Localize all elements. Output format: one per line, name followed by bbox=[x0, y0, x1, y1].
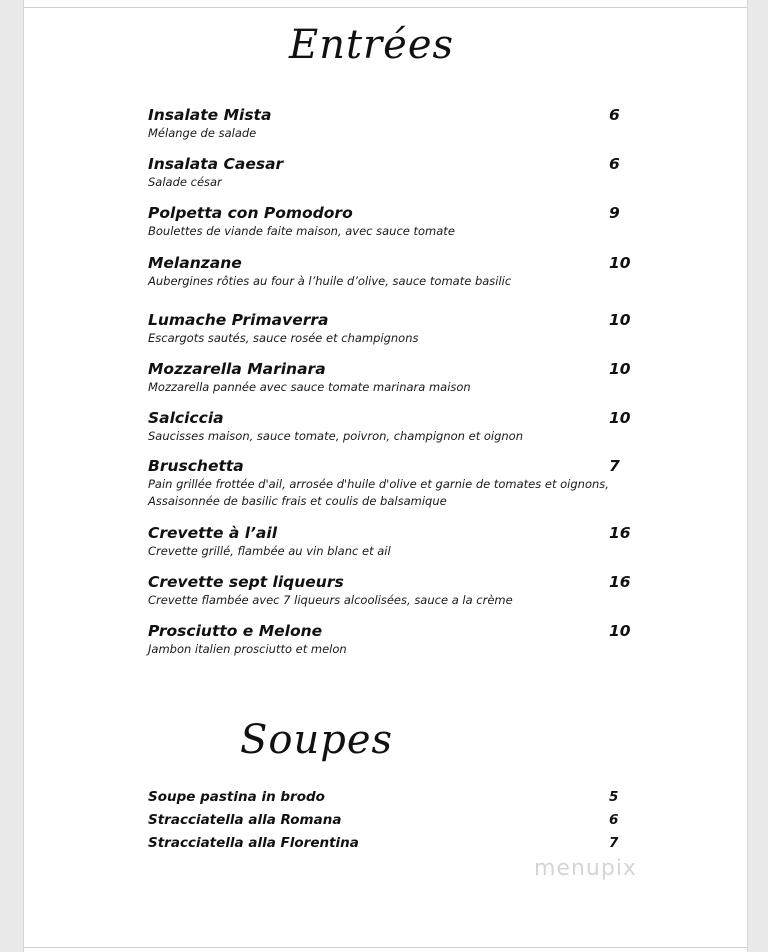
menu-item bbox=[148, 572, 648, 609]
soup-item-price: 6 bbox=[609, 812, 619, 828]
item-price: 6 bbox=[609, 155, 620, 173]
menu-item bbox=[148, 154, 648, 191]
item-name: Crevette à l’ail bbox=[148, 524, 278, 542]
item-description-line2: Assaisonnée de basilic frais et coulis de balsamique bbox=[148, 494, 447, 508]
item-price: 16 bbox=[609, 524, 631, 542]
menu-item bbox=[148, 359, 648, 396]
item-description: Pain grillée frottée d'ail, arrosée d'huile d'olive et garnie de tomates et oignons, bbox=[148, 477, 609, 491]
item-description: Crevette grillé, flambée au vin blanc et ail bbox=[148, 544, 391, 558]
item-price: 7 bbox=[609, 457, 620, 475]
item-price: 10 bbox=[609, 311, 631, 329]
soup-item-name: Stracciatella alla Romana bbox=[148, 812, 342, 828]
item-description: Jambon italien prosciutto et melon bbox=[148, 642, 347, 656]
item-price: 10 bbox=[609, 409, 631, 427]
menu-item bbox=[148, 105, 648, 142]
item-price: 6 bbox=[609, 106, 620, 124]
item-name: Insalate Mista bbox=[148, 106, 272, 124]
item-description: Salade césar bbox=[148, 175, 222, 189]
item-description: Saucisses maison, sauce tomate, poivron, champignon et oignon bbox=[148, 429, 524, 443]
item-description: Mélange de salade bbox=[148, 126, 257, 140]
item-name: Prosciutto e Melone bbox=[148, 622, 323, 640]
item-name: Mozzarella Marinara bbox=[148, 360, 326, 378]
soupes-section-title: Soupes bbox=[240, 717, 394, 763]
item-description: Boulettes de viande faite maison, avec sauce tomate bbox=[148, 224, 455, 238]
watermark: menupix bbox=[534, 856, 637, 881]
item-name: Lumache Primaverra bbox=[148, 311, 329, 329]
item-price: 16 bbox=[609, 573, 631, 591]
item-price: 9 bbox=[609, 204, 620, 222]
item-name: Polpetta con Pomodoro bbox=[148, 204, 353, 222]
item-name: Salciccia bbox=[148, 409, 224, 427]
item-price: 10 bbox=[609, 360, 631, 378]
soup-item-name: Soupe pastina in brodo bbox=[148, 789, 325, 805]
item-price: 10 bbox=[609, 254, 631, 272]
item-description: Mozzarella pannée avec sauce tomate marinara maison bbox=[148, 380, 471, 394]
item-price: 10 bbox=[609, 622, 631, 640]
entrees-section-title: Entrées bbox=[289, 22, 455, 68]
item-name: Insalata Caesar bbox=[148, 155, 284, 173]
menu-item bbox=[148, 310, 648, 347]
soup-item-name: Stracciatella alla Florentina bbox=[148, 835, 359, 851]
menu-item bbox=[148, 523, 648, 560]
menu-item bbox=[148, 408, 648, 445]
item-name: Crevette sept liqueurs bbox=[148, 573, 344, 591]
item-name: Bruschetta bbox=[148, 457, 244, 475]
menu-item bbox=[148, 253, 648, 290]
item-name: Melanzane bbox=[148, 254, 242, 272]
soup-item-price: 7 bbox=[609, 835, 619, 851]
item-description: Aubergines rôties au four à l’huile d’olive, sauce tomate basilic bbox=[148, 274, 512, 288]
soup-item-price: 5 bbox=[609, 789, 619, 805]
item-description: Escargots sautés, sauce rosée et champignons bbox=[148, 331, 419, 345]
menu-item bbox=[148, 203, 648, 240]
menu-item bbox=[148, 456, 648, 510]
menu-item bbox=[148, 621, 648, 658]
item-description: Crevette flambée avec 7 liqueurs alcoolisées, sauce a la crème bbox=[148, 593, 513, 607]
